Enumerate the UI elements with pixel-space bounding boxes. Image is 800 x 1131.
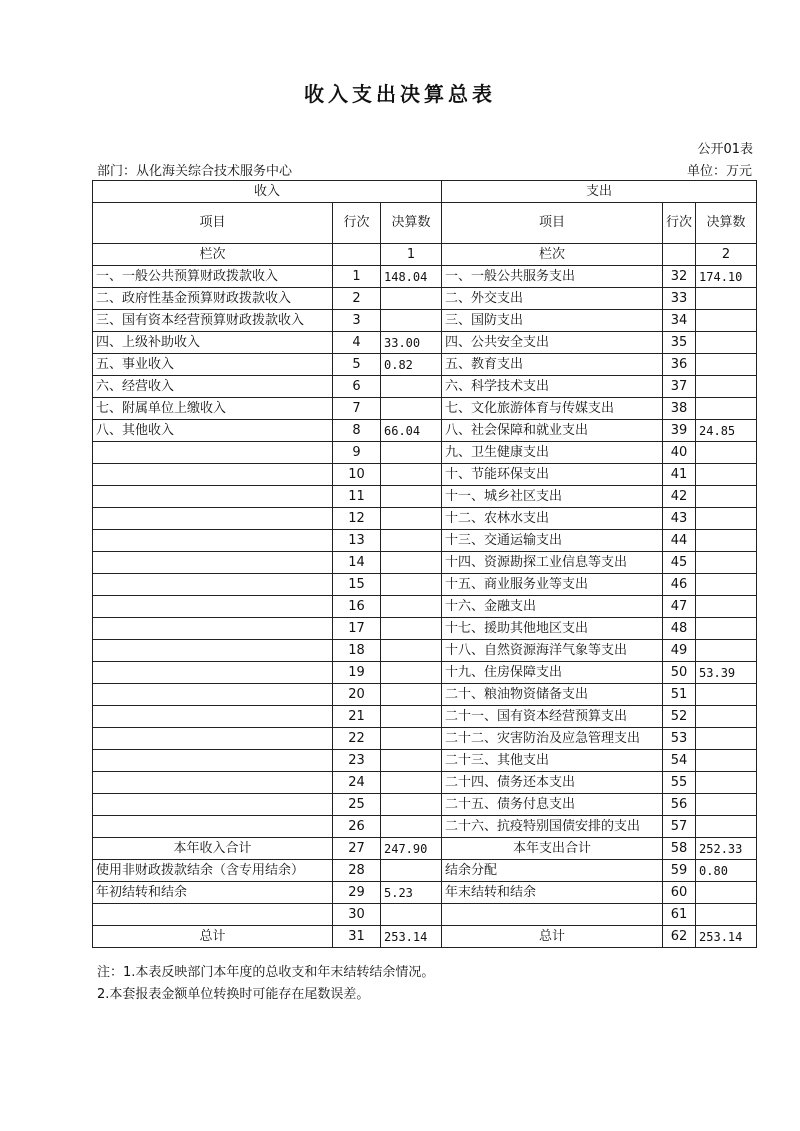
income-amount [381,794,442,816]
income-rowno-header: 行次 [333,203,381,244]
table-row [93,794,757,816]
expense-amount: 24.85 [696,420,757,442]
expense-amount [696,332,757,354]
expense-row-number: 56 [663,794,696,816]
income-amount [381,860,442,882]
income-amount [381,618,442,640]
income-item [93,464,333,486]
income-row-number: 4 [333,332,381,354]
income-row-number: 3 [333,310,381,332]
expense-item: 二十三、其他支出 [442,750,663,772]
table-row [93,486,757,508]
table-row [93,662,757,684]
expense-row-number: 34 [663,310,696,332]
income-amount [381,706,442,728]
expense-item: 二十、粮油物资储备支出 [442,684,663,706]
income-row-number: 23 [333,750,381,772]
expense-amount [696,816,757,838]
expense-column-label: 栏次 [442,244,663,266]
income-row-number: 9 [333,442,381,464]
table-row [93,332,757,354]
income-row-number: 29 [333,882,381,904]
expense-amount [696,376,757,398]
income-amount [381,904,442,926]
income-item: 使用非财政拨款结余（含专用结余） [93,860,333,882]
income-row-number: 14 [333,552,381,574]
expense-item: 十一、城乡社区支出 [442,486,663,508]
expense-amount [696,574,757,596]
income-item: 三、国有资本经营预算财政拨款收入 [93,310,333,332]
expense-row-number: 48 [663,618,696,640]
expense-amount [696,552,757,574]
summary-row [93,860,757,882]
income-row-number: 18 [333,640,381,662]
expense-amount [696,530,757,552]
expense-item: 十三、交通运输支出 [442,530,663,552]
income-row-number: 5 [333,354,381,376]
income-row-number: 30 [333,904,381,926]
income-item [93,728,333,750]
expense-row-number: 47 [663,596,696,618]
income-item [93,574,333,596]
income-item [93,772,333,794]
income-amount: 5.23 [381,882,442,904]
expense-item: 九、卫生健康支出 [442,442,663,464]
income-item: 一、一般公共预算财政拨款收入 [93,266,333,288]
expense-amount: 174.10 [696,266,757,288]
expense-row-number: 41 [663,464,696,486]
income-row-number: 22 [333,728,381,750]
income-item: 二、政府性基金预算财政拨款收入 [93,288,333,310]
income-row-number: 10 [333,464,381,486]
expense-amount [696,618,757,640]
expense-item: 结余分配 [442,860,663,882]
income-amount [381,750,442,772]
income-amount: 66.04 [381,420,442,442]
income-row-number: 31 [333,926,381,948]
income-item [93,618,333,640]
income-amount [381,398,442,420]
note-1: 注：1.本表反映部门本年度的总收支和年末结转结余情况。 [97,965,435,980]
expense-row-number: 50 [663,662,696,684]
income-amount: 148.04 [381,266,442,288]
table-row [93,376,757,398]
expense-item: 一、一般公共服务支出 [442,266,663,288]
table-row [93,706,757,728]
expense-amount [696,354,757,376]
summary-row [93,838,757,860]
expense-amount [696,640,757,662]
expense-row-number: 35 [663,332,696,354]
income-amount [381,442,442,464]
income-item [93,750,333,772]
table-row [93,464,757,486]
expense-item: 总计 [442,926,663,948]
income-amount [381,574,442,596]
income-amount: 247.90 [381,838,442,860]
section-header-row [93,181,757,203]
income-row-number: 6 [333,376,381,398]
table-row [93,354,757,376]
column-header-row [93,203,757,244]
summary-row [93,882,757,904]
income-amount [381,596,442,618]
expense-item: 十二、农林水支出 [442,508,663,530]
income-amount [381,376,442,398]
income-amount [381,640,442,662]
table-row [93,310,757,332]
expense-column-index: 2 [696,244,757,266]
table-row [93,750,757,772]
expense-row-number: 59 [663,860,696,882]
unit-label: 单位：万元 [686,164,752,179]
income-row-number: 26 [333,816,381,838]
income-row-number: 25 [333,794,381,816]
table-row [93,640,757,662]
expense-amount [696,882,757,904]
expense-amount [696,794,757,816]
expense-amount: 252.33 [696,838,757,860]
expense-row-number: 53 [663,728,696,750]
expense-amount [696,706,757,728]
income-row-number: 20 [333,684,381,706]
column-index-row [93,244,757,266]
expense-item: 二、外交支出 [442,288,663,310]
table-row [93,596,757,618]
income-item [93,640,333,662]
expense-item: 六、科学技术支出 [442,376,663,398]
income-amount [381,486,442,508]
income-item: 六、经营收入 [93,376,333,398]
expense-row-number: 46 [663,574,696,596]
income-amount [381,662,442,684]
income-row-number: 21 [333,706,381,728]
expense-row-number: 42 [663,486,696,508]
department-label: 部门：从化海关综合技术服务中心 [97,164,293,179]
budget-table [92,180,757,948]
expense-row-number: 49 [663,640,696,662]
table-row [93,398,757,420]
blank-cell [663,244,696,266]
income-item-header: 项目 [93,203,333,244]
expense-amount [696,508,757,530]
summary-row [93,904,757,926]
income-item [93,530,333,552]
income-amount [381,508,442,530]
page-title: 收入支出决算总表 [304,82,496,106]
income-row-number: 17 [333,618,381,640]
blank-cell [333,244,381,266]
expense-amount [696,904,757,926]
expense-item: 本年支出合计 [442,838,663,860]
expense-amount [696,464,757,486]
income-row-number: 1 [333,266,381,288]
expense-item: 十六、金融支出 [442,596,663,618]
expense-row-number: 32 [663,266,696,288]
expense-item: 七、文化旅游体育与传媒支出 [442,398,663,420]
table-row [93,552,757,574]
income-amount [381,552,442,574]
expense-row-number: 44 [663,530,696,552]
expense-row-number: 39 [663,420,696,442]
income-item [93,904,333,926]
expense-row-number: 54 [663,750,696,772]
income-row-number: 2 [333,288,381,310]
table-row [93,728,757,750]
expense-row-number: 62 [663,926,696,948]
expense-amount: 253.14 [696,926,757,948]
expense-amount [696,442,757,464]
expense-item: 十五、商业服务业等支出 [442,574,663,596]
income-row-number: 7 [333,398,381,420]
expense-amount [696,596,757,618]
expense-item: 四、公共安全支出 [442,332,663,354]
table-row [93,530,757,552]
table-row [93,266,757,288]
expense-amount [696,684,757,706]
notes [97,962,434,1006]
income-item: 七、附属单位上缴收入 [93,398,333,420]
table-row [93,420,757,442]
expense-row-number: 55 [663,772,696,794]
expense-amount-header: 决算数 [696,203,757,244]
income-row-number: 19 [333,662,381,684]
expense-row-number: 61 [663,904,696,926]
expense-row-number: 37 [663,376,696,398]
income-amount [381,816,442,838]
income-amount [381,530,442,552]
table-row [93,618,757,640]
expense-header: 支出 [442,181,757,203]
income-amount [381,310,442,332]
income-header: 收入 [93,181,442,203]
income-row-number: 16 [333,596,381,618]
expense-item: 十、节能环保支出 [442,464,663,486]
expense-item: 二十二、灾害防治及应急管理支出 [442,728,663,750]
expense-item: 二十五、债务付息支出 [442,794,663,816]
expense-amount [696,288,757,310]
income-item [93,816,333,838]
expense-item: 二十六、抗疫特别国债安排的支出 [442,816,663,838]
income-amount: 253.14 [381,926,442,948]
table-row [93,772,757,794]
expense-row-number: 38 [663,398,696,420]
expense-item [442,904,663,926]
expense-item-header: 项目 [442,203,663,244]
income-row-number: 13 [333,530,381,552]
income-row-number: 27 [333,838,381,860]
expense-amount [696,772,757,794]
income-item [93,662,333,684]
income-item: 八、其他收入 [93,420,333,442]
expense-item: 二十一、国有资本经营预算支出 [442,706,663,728]
income-amount: 0.82 [381,354,442,376]
expense-amount: 0.80 [696,860,757,882]
income-row-number: 28 [333,860,381,882]
expense-amount [696,398,757,420]
income-amount [381,728,442,750]
expense-row-number: 40 [663,442,696,464]
income-item: 五、事业收入 [93,354,333,376]
expense-row-number: 43 [663,508,696,530]
income-amount [381,288,442,310]
income-row-number: 15 [333,574,381,596]
expense-amount [696,310,757,332]
expense-item: 年末结转和结余 [442,882,663,904]
income-item [93,508,333,530]
expense-item: 八、社会保障和就业支出 [442,420,663,442]
expense-item: 十九、住房保障支出 [442,662,663,684]
expense-row-number: 33 [663,288,696,310]
expense-amount [696,750,757,772]
income-item [93,706,333,728]
expense-row-number: 60 [663,882,696,904]
expense-row-number: 51 [663,684,696,706]
income-item [93,442,333,464]
income-column-label: 栏次 [93,244,333,266]
expense-item: 二十四、债务还本支出 [442,772,663,794]
income-amount-header: 决算数 [381,203,442,244]
table-row [93,288,757,310]
summary-row [93,926,757,948]
expense-item: 十四、资源勘探工业信息等支出 [442,552,663,574]
income-amount [381,464,442,486]
income-amount: 33.00 [381,332,442,354]
income-item [93,684,333,706]
expense-row-number: 45 [663,552,696,574]
expense-amount [696,728,757,750]
table-row [93,508,757,530]
income-row-number: 11 [333,486,381,508]
note-2: 2.本套报表金额单位转换时可能存在尾数误差。 [97,987,370,1002]
form-number: 公开01表 [697,142,753,157]
income-item [93,794,333,816]
expense-row-number: 36 [663,354,696,376]
income-row-number: 8 [333,420,381,442]
income-item: 四、上级补助收入 [93,332,333,354]
income-row-number: 24 [333,772,381,794]
expense-row-number: 57 [663,816,696,838]
income-item: 总计 [93,926,333,948]
expense-rowno-header: 行次 [663,203,696,244]
expense-item: 十八、自然资源海洋气象等支出 [442,640,663,662]
expense-row-number: 52 [663,706,696,728]
income-row-number: 12 [333,508,381,530]
table-row [93,442,757,464]
income-item: 本年收入合计 [93,838,333,860]
expense-item: 五、教育支出 [442,354,663,376]
income-item [93,552,333,574]
table-row [93,816,757,838]
income-amount [381,772,442,794]
expense-amount [696,486,757,508]
expense-row-number: 58 [663,838,696,860]
income-column-index: 1 [381,244,442,266]
expense-item: 三、国防支出 [442,310,663,332]
expense-amount: 53.39 [696,662,757,684]
income-item: 年初结转和结余 [93,882,333,904]
income-item [93,596,333,618]
table-row [93,684,757,706]
table-row [93,574,757,596]
expense-item: 十七、援助其他地区支出 [442,618,663,640]
income-item [93,486,333,508]
income-amount [381,684,442,706]
